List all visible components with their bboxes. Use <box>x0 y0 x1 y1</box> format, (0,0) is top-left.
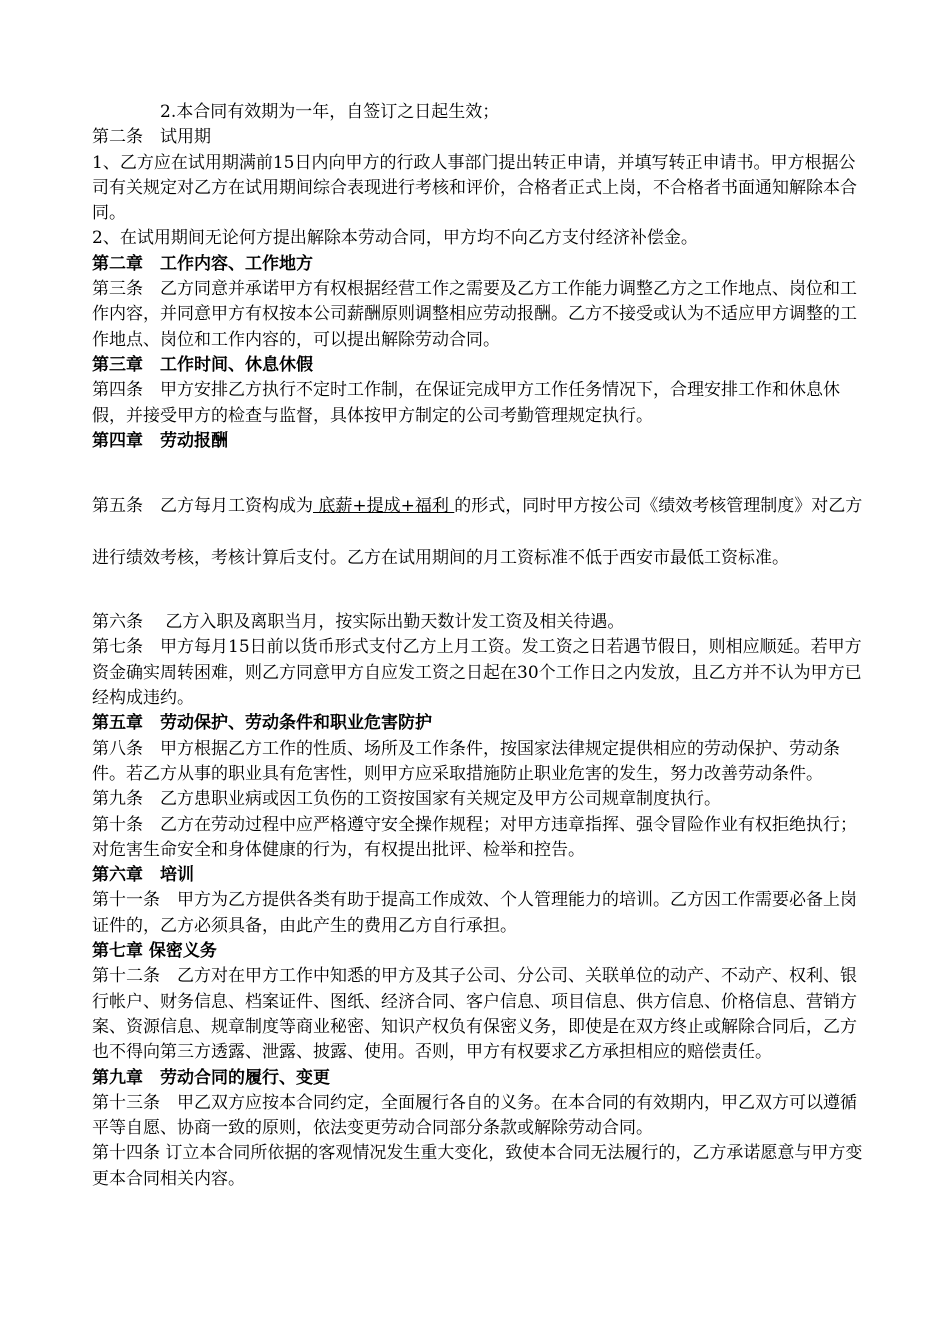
probation-clause-1: 1、乙方应在试用期满前15日内向甲方的行政人事部门提出转正申请，并填写转正申请书。甲方根据公司有关规定对乙方在试用期间综合表现进行考核和评价，合格者正式上岗，不合格者书面通知解除本合同。 <box>92 152 857 224</box>
salary-structure: 底薪+提成+福利 <box>313 496 455 517</box>
article-5-text-a: 第五条 乙方每月工资构成为 <box>92 496 313 517</box>
article-2-heading: 第二条 试用期 <box>92 127 211 148</box>
article-11: 第十一条 甲方为乙方提供各类有助于提高工作成效、个人管理能力的培训。乙方因工作需要必备上岗证件的，乙方必须具备，由此产生的费用乙方自行承担。 <box>92 890 857 936</box>
article-14: 第十四条 订立本合同所依据的客观情况发生重大变化，致使本合同无法履行的，乙方承诺愿意与甲方变更本合同相关内容。 <box>92 1143 863 1189</box>
article-7: 第七条 甲方每月15日前以货币形式支付乙方上月工资。发工资之日若遇节假日，则相应顺延。若甲方资金确实周转困难，则乙方同意甲方自应发工资之日起在30个工作日之内发放，且乙方并不认为甲方已经构成违约。 <box>92 637 862 709</box>
chapter-2-heading: 第二章 工作内容、工作地方 <box>92 253 313 274</box>
chapter-3-heading: 第三章 工作时间、休息休假 <box>92 354 313 375</box>
article-12: 第十二条 乙方对在甲方工作中知悉的甲方及其子公司、分公司、关联单位的动产、不动产、权利、银行帐户、财务信息、档案证件、图纸、经济合同、客户信息、项目信息、供方信息、价格信息、营销方案、资源信息、规章制度等商业秘密、知识产权负有保密义务，即使是在双方终止或解除合同后，乙方也不得向第三方透露、泄露、披露、使用。否则，甲方有权要求乙方承担相应的赔偿责任。 <box>92 966 857 1063</box>
article-6: 第六条 乙方入职及离职当月，按实际出勤天数计发工资及相关待遇。 <box>92 612 625 633</box>
chapter-7-heading: 第七章 保密义务 <box>92 941 217 962</box>
article-9: 第九条 乙方患职业病或因工负伤的工资按国家有关规定及甲方公司规章制度执行。 <box>92 789 721 810</box>
term-clause: 2.本合同有效期为一年，自签订之日起生效； <box>160 102 500 122</box>
chapter-9-heading: 第九章 劳动合同的履行、变更 <box>92 1067 330 1088</box>
chapter-6-heading: 第六章 培训 <box>92 865 194 886</box>
chapter-4-heading: 第四章 劳动报酬 <box>92 430 228 451</box>
chapter-5-heading: 第五章 劳动保护、劳动条件和职业危害防护 <box>92 713 432 734</box>
article-8: 第八条 甲方根据乙方工作的性质、场所及工作条件，按国家法律规定提供相应的劳动保护、劳动条件。若乙方从事的职业具有危害性，则甲方应采取措施防止职业危害的发生，努力改善劳动条件。 <box>92 738 840 784</box>
probation-clause-2: 2、在试用期间无论何方提出解除本劳动合同，甲方均不向乙方支付经济补偿金。 <box>92 228 698 249</box>
article-13: 第十三条 甲乙双方应按本合同约定，全面履行各自的义务。在本合同的有效期内，甲乙双方可以遵循平等自愿、协商一致的原则，依法变更劳动合同部分条款或解除劳动合同。 <box>92 1092 857 1139</box>
article-5-text-b: 的形式，同时甲方按公司《绩效考核管理制度》对乙方进行绩效考核，考核计算后支付。乙方在试用期间的月工资标准不低于西安市最低工资标准。 <box>92 496 863 569</box>
contract-body <box>92 100 870 1192</box>
article-4: 第四条 甲方安排乙方执行不定时工作制，在保证完成甲方工作任务情况下，合理安排工作和休息休假，并接受甲方的检查与监督，具体按甲方制定的公司考勤管理规定执行。 <box>92 380 840 426</box>
article-3: 第三条 乙方同意并承诺甲方有权根据经营工作之需要及乙方工作能力调整乙方之工作地点、岗位和工作内容，并同意甲方有权按本公司薪酬原则调整相应劳动报酬。乙方不接受或认为不适应甲方调整的工作地点、岗位和工作内容的，可以提出解除劳动合同。 <box>92 279 857 350</box>
article-10: 第十条 乙方在劳动过程中应严格遵守安全操作规程；对甲方违章指挥、强令冒险作业有权拒绝执行；对危害生命安全和身体健康的行为，有权提出批评、检举和控告。 <box>92 814 857 860</box>
article-5 <box>92 480 870 584</box>
